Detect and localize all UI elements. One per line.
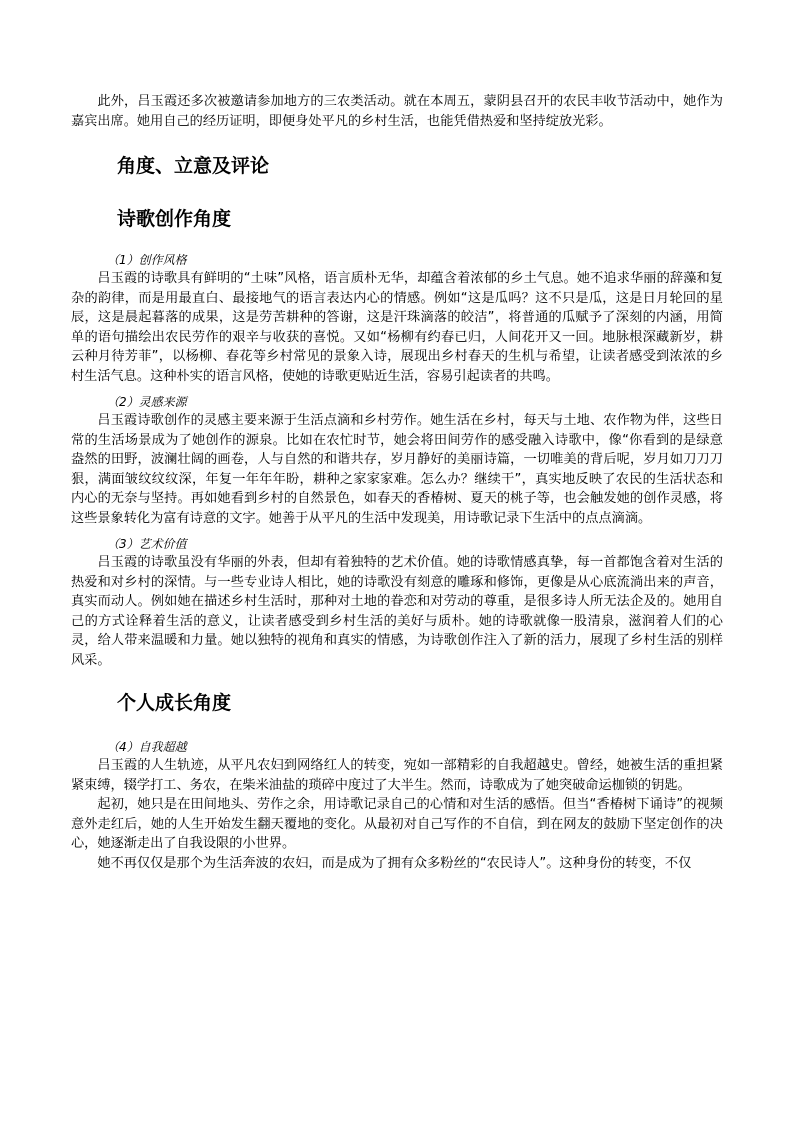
subheading-inspiration: （2）灵感来源 — [107, 395, 187, 409]
heading-personal-growth: 个人成长角度 — [117, 692, 232, 714]
heading-angles: 角度、立意及评论 — [117, 155, 270, 177]
intro-paragraph: 此外，吕玉霞还多次被邀请参加地方的三农类活动。就在本周五，蒙阴县召开的农民丰收节活动中，她作为嘉宾出席。她用自己的经历证明，即便身处平凡的乡村生活，也能凭借热爱和坚持绽放光彩。 — [71, 94, 723, 129]
subheading-artistic-value: （3）艺术价值 — [107, 537, 187, 551]
paragraph-inspiration: 吕玉霞诗歌创作的灵感主要来源于生活点滴和乡村劳作。她生活在乡村，每天与土地、农作物为伴，这些日常的生活场景成为了她创作的源泉。比如在农忙时节，她会将田间劳作的感受融入诗歌中，像“你看到的是绿意盎然的田野，波澜壮阔的画卷，人与自然的和谐共存，岁月静好的美丽诗篇，一切唯美的背后呢，岁月如刀刀刀狠，满面皱纹纹纹深，年复一年年年盼，耕种之家家家难。怎么办？继续干”，真实地反映了农民的生活状态和内心的无奈与坚持。再如她看到乡村的自然景色，如春天的香椿树、夏天的桃子等，也会触发她的创作灵感，将这些景象转化为富有诗意的文字。她善于从平凡的生活中发现美，用诗歌记录下生活中的点点滴滴。 — [71, 413, 723, 526]
document-page — [71, 92, 723, 873]
subheading-style: （1）创作风格 — [107, 253, 187, 267]
paragraph-self-transcendence-1: 吕玉霞的人生轨迹，从平凡农妇到网络红人的转变，宛如一部精彩的自我超越史。曾经，她被生活的重担紧紧束缚，辍学打工、务农，在柴米油盐的琐碎中度过了大半生。然而，诗歌成为了她突破命运枷锁的钥匙。 — [71, 758, 723, 793]
paragraph-self-transcendence-3: 她不再仅仅是那个为生活奔波的农妇，而是成为了拥有众多粉丝的“农民诗人”。这种身份的转变，不仅 — [97, 855, 692, 871]
paragraph-self-transcendence-2: 起初，她只是在田间地头、劳作之余，用诗歌记录自己的心情和对生活的感悟。但当“香椿树下诵诗”的视频意外走红后，她的人生开始发生翻天覆地的变化。从最初对自己写作的不自信，到在网友的鼓励下坚定创作的决心，她逐渐走出了自我设限的小世界。 — [71, 797, 723, 851]
subheading-self-transcendence: （4）自我超越 — [107, 740, 187, 754]
paragraph-style: 吕玉霞的诗歌具有鲜明的“土味”风格，语言质朴无华，却蕴含着浓郁的乡土气息。她不追求华丽的辞藻和复杂的韵律，而是用最直白、最接地气的语言表达内心的情感。例如“这是瓜吗？这不只是瓜，这是日月轮回的星辰，这是晨起暮落的成果，这是劳苦耕种的答谢，这是汗珠滴落的皎洁”，将普通的瓜赋予了深刻的内涵，用简单的语句描绘出农民劳作的艰辛与收获的喜悦。又如“杨柳有约春已归，人间花开又一回。地脉根深藏新岁，耕云种月待芳菲”，以杨柳、春花等乡村常见的景象入诗，展现出乡村春天的生机与希望，让读者感受到浓浓的乡村生活气息。这种朴实的语言风格，使她的诗歌更贴近生活，容易引起读者的共鸣。 — [71, 271, 723, 384]
paragraph-artistic-value: 吕玉霞的诗歌虽没有华丽的外表，但却有着独特的艺术价值。她的诗歌情感真挚，每一首都饱含着对生活的热爱和对乡村的深情。与一些专业诗人相比，她的诗歌没有刻意的雕琢和修饰，更像是从心底流淌出来的声音，真实而动人。例如她在描述乡村生活时，那种对土地的眷恋和对劳动的尊重，是很多诗人所无法企及的。她用自己的方式诠释着生活的意义，让读者感受到乡村生活的美好与质朴。她的诗歌就像一股清泉，滋润着人们的心灵，给人带来温暖和力量。她以独特的视角和真实的情感，为诗歌创作注入了新的活力，展现了乡村生活的别样风采。 — [71, 555, 723, 668]
heading-poetry-angle: 诗歌创作角度 — [117, 208, 232, 230]
